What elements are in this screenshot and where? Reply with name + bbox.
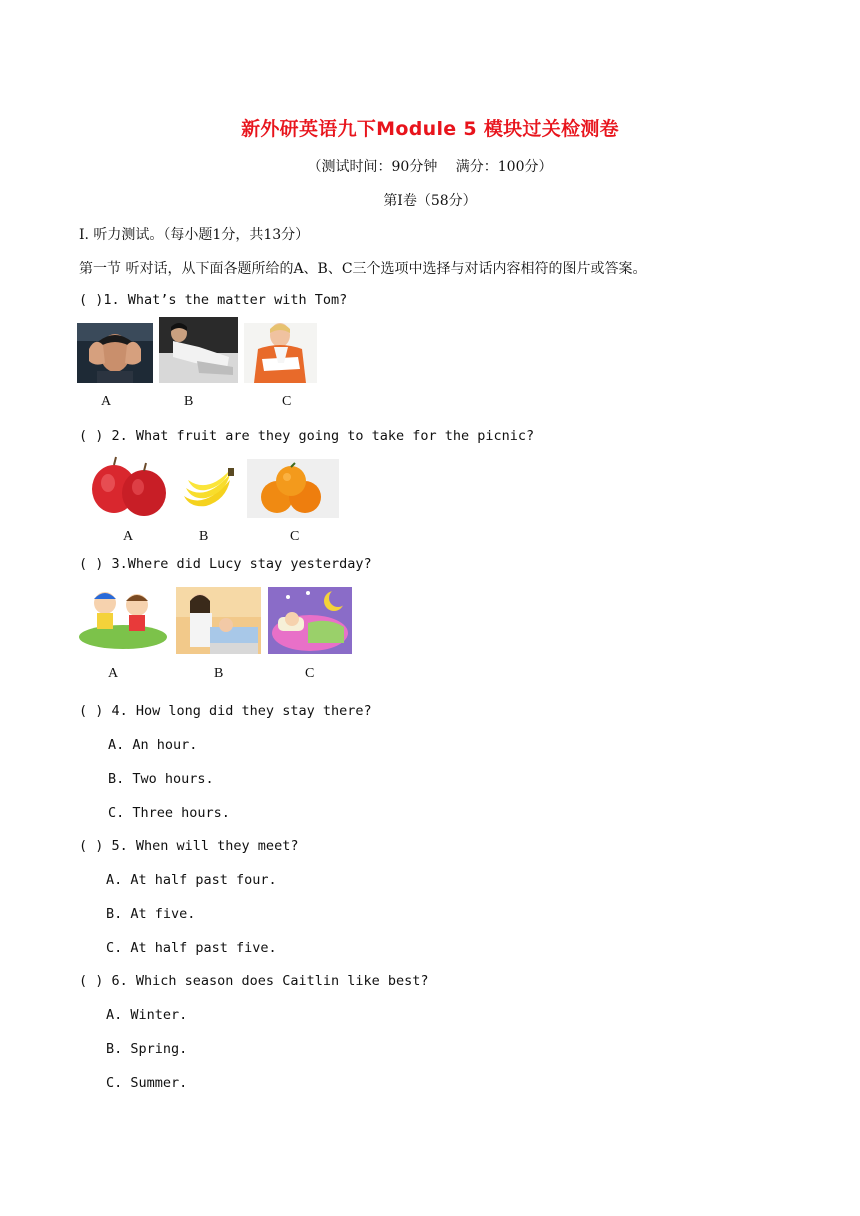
answer-option: A. Winter. [106,1007,188,1023]
option-label: C [290,529,300,544]
answer-option: C. Summer. [106,1075,188,1091]
question-3-stem: ( ) 3.Where did Lucy stay yesterday? [79,556,372,572]
question-5-stem: ( ) 5. When will they meet? [79,838,299,854]
option-label: A [108,666,119,681]
answer-option: A. An hour. [108,737,198,753]
option-label: C [282,394,292,409]
question-4-stem: ( ) 4. How long did they stay there? [79,703,372,719]
answer-option: C. Three hours. [108,805,230,821]
option-label: B [199,529,209,544]
broken-arm-image [244,323,317,383]
question-2-stem: ( ) 2. What fruit are they going to take for the picnic? [79,428,535,444]
option-label: C [305,666,315,681]
answer-option: C. At half past five. [106,940,277,956]
page-title: 新外研英语九下Module 5 模块过关检测卷 [241,118,619,140]
answer-option: B. Spring. [106,1041,188,1057]
bananas-image [180,466,236,512]
section-instruction: 第一节 听对话，从下面各题所给的A、B、C三个选项中选择与对话内容相符的图片或答案。 [79,261,647,277]
answer-option: B. At five. [106,906,196,922]
answer-option: A. At half past four. [106,872,277,888]
option-label: B [184,394,194,409]
sleeping-child-image [268,587,352,654]
hospital-scene-image [176,587,261,654]
apples-image [88,455,170,519]
section-heading: Ⅰ. 听力测试。（每小题1分，共13分） [79,227,310,243]
volume-label: 第Ⅰ卷（58分） [383,193,477,209]
option-label: B [214,666,224,681]
kids-playing-image [77,587,169,651]
question-6-stem: ( ) 6. Which season does Caitlin like best? [79,973,429,989]
test-info: （测试时间：90分钟 满分：100分） [307,159,553,175]
headache-man-image [77,323,153,383]
lying-person-image [159,317,238,383]
option-label: A [101,394,112,409]
oranges-image [247,459,339,518]
question-1-stem: ( )1. What’s the matter with Tom? [79,292,348,308]
answer-option: B. Two hours. [108,771,214,787]
option-label: A [123,529,134,544]
